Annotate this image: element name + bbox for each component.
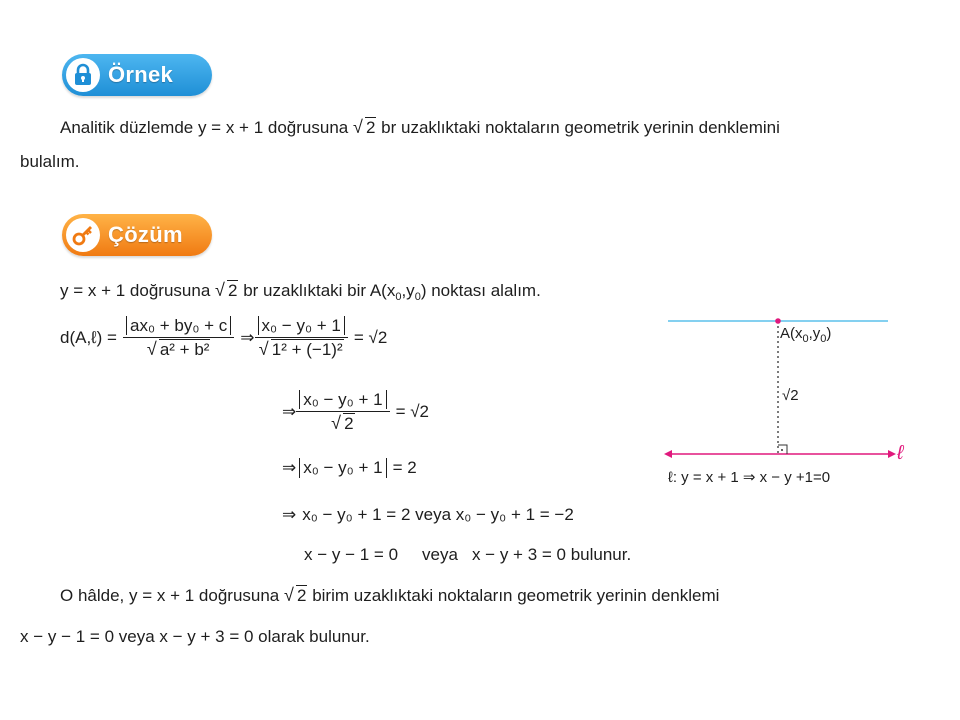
point-A-label	[780, 322, 831, 351]
sqrt-value: 2	[365, 118, 376, 137]
solution-badge	[62, 214, 212, 256]
step1-frac2-den: 1² + (−1)²	[271, 340, 343, 359]
intro-sub0: 0	[395, 291, 402, 303]
example-text-line1	[60, 116, 780, 140]
step4-arrow: ⇒	[282, 505, 297, 524]
step3	[282, 458, 417, 478]
main-line-arrow-right	[888, 450, 896, 458]
step3-rhs: = 2	[392, 458, 417, 477]
step2-frac-den: 2	[344, 414, 354, 433]
conclusion-part2: birim uzaklıktaki noktaların geometrik yerinin denklemi	[312, 586, 720, 605]
intro-sqrt-value: 2	[228, 281, 238, 300]
intro-sqrt-2: √ 2	[215, 280, 238, 300]
intro-end: ) noktası alalım.	[420, 281, 541, 300]
solution-intro	[60, 279, 541, 309]
intro-sub1: 0	[414, 291, 421, 303]
example-badge	[62, 54, 212, 96]
conclusion-sqrt-2: √ 2	[284, 585, 307, 605]
step3-abs: x₀ − y₀ + 1	[299, 458, 386, 478]
step5	[304, 545, 631, 565]
point-A-text: A(x	[780, 325, 803, 342]
line-equation: ℓ: y = x + 1 ⇒ x − y +1=0	[668, 469, 831, 486]
step2-arrow: ⇒	[282, 402, 297, 421]
step1	[60, 316, 387, 360]
conclusion-line1	[60, 584, 719, 608]
lock-icon	[66, 58, 100, 92]
point-A-sub0: 0	[802, 333, 809, 345]
sqrt-2: √ 2	[352, 117, 376, 137]
step1-frac1: ax₀ + by₀ + c √ a² + b²	[123, 316, 234, 360]
intro-part1: y = x + 1 doğrusuna	[60, 281, 211, 300]
conclusion-sqrt-value: 2	[297, 586, 307, 605]
step3-arrow: ⇒	[282, 458, 297, 477]
example-text-part1: Analitik düzlemde y = x + 1 doğrusuna	[60, 118, 349, 137]
step1-frac1-den: a² + b²	[159, 340, 210, 359]
step2-frac: x₀ − y₀ + 1 √ 2	[296, 390, 389, 434]
example-text-part2: br uzaklıktaki noktaların geometrik yerinin denklemini	[381, 118, 780, 137]
step2-rhs: = √2	[395, 402, 430, 421]
example-text-line2: bulalım.	[20, 152, 80, 171]
step5-veya: veya	[422, 545, 458, 564]
step1-rhs: = √2	[353, 328, 388, 347]
point-A-close: )	[826, 325, 832, 342]
step4-text: x₀ − y₀ + 1 = 2 veya x₀ − y₀ + 1 = −2	[302, 505, 574, 524]
conclusion-line2: x − y − 1 = 0 veya x − y + 3 = 0 olarak bulunur.	[20, 627, 370, 646]
right-angle-dot	[781, 449, 783, 451]
solution-badge-label: Çözüm	[108, 222, 183, 247]
step2-frac-num: x₀ − y₀ + 1	[299, 390, 386, 409]
intro-sep: ,y	[401, 281, 415, 300]
step2	[282, 390, 429, 434]
key-icon	[66, 218, 100, 252]
step4	[282, 505, 574, 525]
step1-frac2-num: x₀ − y₀ + 1	[258, 316, 345, 335]
step1-arrow: ⇒	[240, 328, 255, 347]
distance-label: √2	[782, 387, 799, 404]
point-A-sep: ,y	[808, 325, 821, 342]
step1-frac1-num: ax₀ + by₀ + c	[126, 316, 231, 335]
step5-eq1: x − y − 1 = 0	[304, 545, 399, 564]
main-line-arrow-left	[664, 450, 672, 458]
step1-frac2: x₀ − y₀ + 1 √ 1² + (−1)²	[255, 316, 348, 360]
line-symbol: ℓ	[897, 442, 904, 464]
step5-eq2: x − y + 3 = 0 bulunur.	[471, 545, 632, 564]
point-A-sub1: 0	[820, 333, 827, 345]
example-badge-label: Örnek	[108, 62, 174, 87]
conclusion-part1: O hâlde, y = x + 1 doğrusuna	[60, 586, 280, 605]
intro-part2: br uzaklıktaki bir A(x	[243, 281, 396, 300]
step1-lhs: d(A,ℓ) =	[60, 328, 117, 347]
